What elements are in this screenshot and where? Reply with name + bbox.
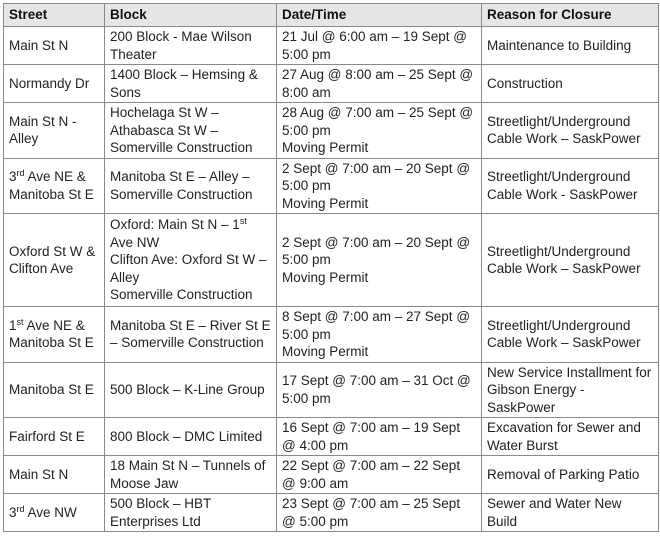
street-cell — [4, 103, 105, 159]
cell-text — [110, 216, 272, 251]
cell-text: Manitoba St E – Alley – Somerville Construction — [110, 169, 253, 202]
cell-text: 500 Block – HBT Enterprises Ltd — [110, 496, 212, 529]
cell-text: 800 Block – DMC Limited — [110, 428, 263, 444]
cell-text: Fairford St E — [9, 428, 85, 444]
cell-text: Maintenance to Building — [487, 37, 632, 53]
street-rest: Ave NW — [24, 504, 77, 520]
contractor-text: Somerville Construction — [110, 287, 253, 303]
block-cell — [105, 307, 277, 363]
street-cell — [4, 214, 105, 307]
datetime-cell — [277, 418, 482, 456]
datetime-cell — [277, 307, 482, 363]
cell-text: Main St N — [9, 37, 69, 53]
reason-cell — [482, 494, 659, 532]
cell-text: Streetlight/Underground Cable Work – SaskPower — [487, 317, 641, 351]
street-rest: Ave NE & Manitoba St E — [9, 317, 94, 351]
cell-text: Streetlight/Underground Cable Work - SaskPower — [487, 169, 638, 202]
block-cell — [105, 158, 277, 214]
cell-text: 18 Main St N – Tunnels of Moose Jaw — [110, 458, 266, 491]
table-row — [4, 418, 659, 456]
permit-text: Moving Permit — [282, 195, 369, 211]
cell-text — [9, 168, 100, 203]
table-row — [4, 103, 659, 159]
table-row — [4, 158, 659, 214]
header-street: Street — [4, 4, 105, 27]
street-ordinal: 3 — [9, 169, 17, 185]
table-row — [4, 214, 659, 307]
cell-text: Oxford St W & Clifton Ave — [9, 243, 96, 276]
header-datetime: Date/Time — [277, 4, 482, 27]
cell-text: Construction — [487, 75, 563, 91]
cell-text: Streetlight/Underground Cable Work – SaskPower — [487, 113, 641, 147]
cell-text: Sewer and Water New Build — [487, 496, 622, 529]
block-cell — [105, 65, 277, 103]
street-cell — [4, 65, 105, 103]
cell-text: 28 Aug @ 7:00 am – 25 Sept @ 5:00 pm — [282, 105, 474, 138]
street-cell — [4, 158, 105, 214]
reason-cell — [482, 214, 659, 307]
table-row — [4, 27, 659, 65]
table-row — [4, 362, 659, 418]
road-closures-table-wrapper — [3, 3, 658, 532]
datetime-cell — [277, 65, 482, 103]
block-postfix: Ave NW — [110, 234, 160, 250]
cell-text — [9, 317, 100, 352]
datetime-cell — [277, 362, 482, 418]
table-row — [4, 494, 659, 532]
street-cell — [4, 456, 105, 494]
ordinal-suffix: st — [16, 316, 24, 327]
reason-cell — [482, 158, 659, 214]
datetime-cell — [277, 456, 482, 494]
datetime-cell — [277, 103, 482, 159]
cell-text: Hochelaga St W – Athabasca St W – Somerville Construction — [110, 105, 253, 155]
street-ordinal: 1 — [9, 317, 17, 333]
reason-cell — [482, 456, 659, 494]
reason-cell — [482, 27, 659, 65]
cell-text: 21 Jul @ 6:00 am – 19 Sept @ 5:00 pm — [282, 29, 468, 62]
cell-text — [9, 504, 100, 522]
cell-text: 16 Sept @ 7:00 am – 19 Sept @ 4:00 pm — [282, 420, 461, 453]
ordinal-suffix: st — [239, 216, 247, 227]
header-row — [4, 4, 659, 27]
reason-cell — [482, 65, 659, 103]
block-cell — [105, 362, 277, 418]
road-closures-table — [3, 3, 659, 532]
table-row — [4, 65, 659, 103]
cell-text: 23 Sept @ 7:00 am – 25 Sept @ 5:00 pm — [282, 496, 461, 529]
street-cell — [4, 307, 105, 363]
block-cell — [105, 214, 277, 307]
block-cell — [105, 494, 277, 532]
block-cell — [105, 456, 277, 494]
reason-cell — [482, 362, 659, 418]
datetime-cell — [277, 214, 482, 307]
cell-text: 27 Aug @ 8:00 am – 25 Sept @ 8:00 am — [282, 67, 474, 100]
cell-text: Removal of Parking Patio — [487, 466, 640, 482]
reason-cell — [482, 307, 659, 363]
cell-text: Main St N — [9, 466, 69, 482]
cell-text: Excavation for Sewer and Water Burst — [487, 420, 641, 453]
street-rest: Ave NE & Manitoba St E — [9, 169, 94, 202]
cell-text: 8 Sept @ 7:00 am – 27 Sept @ 5:00 pm — [282, 309, 471, 342]
block-prefix: Oxford: Main St N – 1 — [110, 217, 240, 233]
street-cell — [4, 27, 105, 65]
datetime-cell — [277, 158, 482, 214]
ordinal-suffix: rd — [16, 503, 25, 514]
header-reason: Reason for Closure — [482, 4, 659, 27]
cell-text: 2 Sept @ 7:00 am – 20 Sept @ 5:00 pm — [282, 234, 471, 268]
cell-text: 500 Block – K-Line Group — [110, 382, 265, 397]
table-row — [4, 307, 659, 363]
table-row — [4, 456, 659, 494]
cell-text: 22 Sept @ 7:00 am – 22 Sept @ 9:00 am — [282, 458, 461, 491]
reason-cell — [482, 418, 659, 456]
permit-text: Moving Permit — [282, 140, 369, 155]
street-ordinal: 3 — [9, 504, 17, 520]
cell-text: Streetlight/Underground Cable Work – SaskPower — [487, 243, 641, 276]
permit-text: Moving Permit — [282, 269, 369, 285]
cell-text: 200 Block - Mae Wilson Theater — [110, 29, 252, 62]
ordinal-suffix: rd — [16, 168, 25, 179]
cell-text: Manitoba St E — [9, 382, 94, 397]
street-cell — [4, 494, 105, 532]
datetime-cell — [277, 494, 482, 532]
permit-text: Moving Permit — [282, 344, 369, 359]
header-block: Block — [105, 4, 277, 27]
cell-text: Main St N - Alley — [9, 113, 77, 147]
reason-cell — [482, 103, 659, 159]
cell-text: Manitoba St E – River St E – Somerville Construction — [110, 317, 271, 351]
cell-text: Clifton Ave: Oxford St W – Alley — [110, 252, 267, 285]
cell-text: Normandy Dr — [9, 75, 90, 91]
datetime-cell — [277, 27, 482, 65]
block-cell — [105, 103, 277, 159]
cell-text: 1400 Block – Hemsing & Sons — [110, 67, 258, 100]
street-cell — [4, 362, 105, 418]
block-cell — [105, 27, 277, 65]
cell-text: 2 Sept @ 7:00 am – 20 Sept @ 5:00 pm — [282, 160, 471, 193]
cell-text: 17 Sept @ 7:00 am – 31 Oct @ 5:00 pm — [282, 373, 471, 406]
block-cell — [105, 418, 277, 456]
cell-text: New Service Installment for Gibson Energy - SaskPower — [487, 364, 652, 415]
street-cell — [4, 418, 105, 456]
